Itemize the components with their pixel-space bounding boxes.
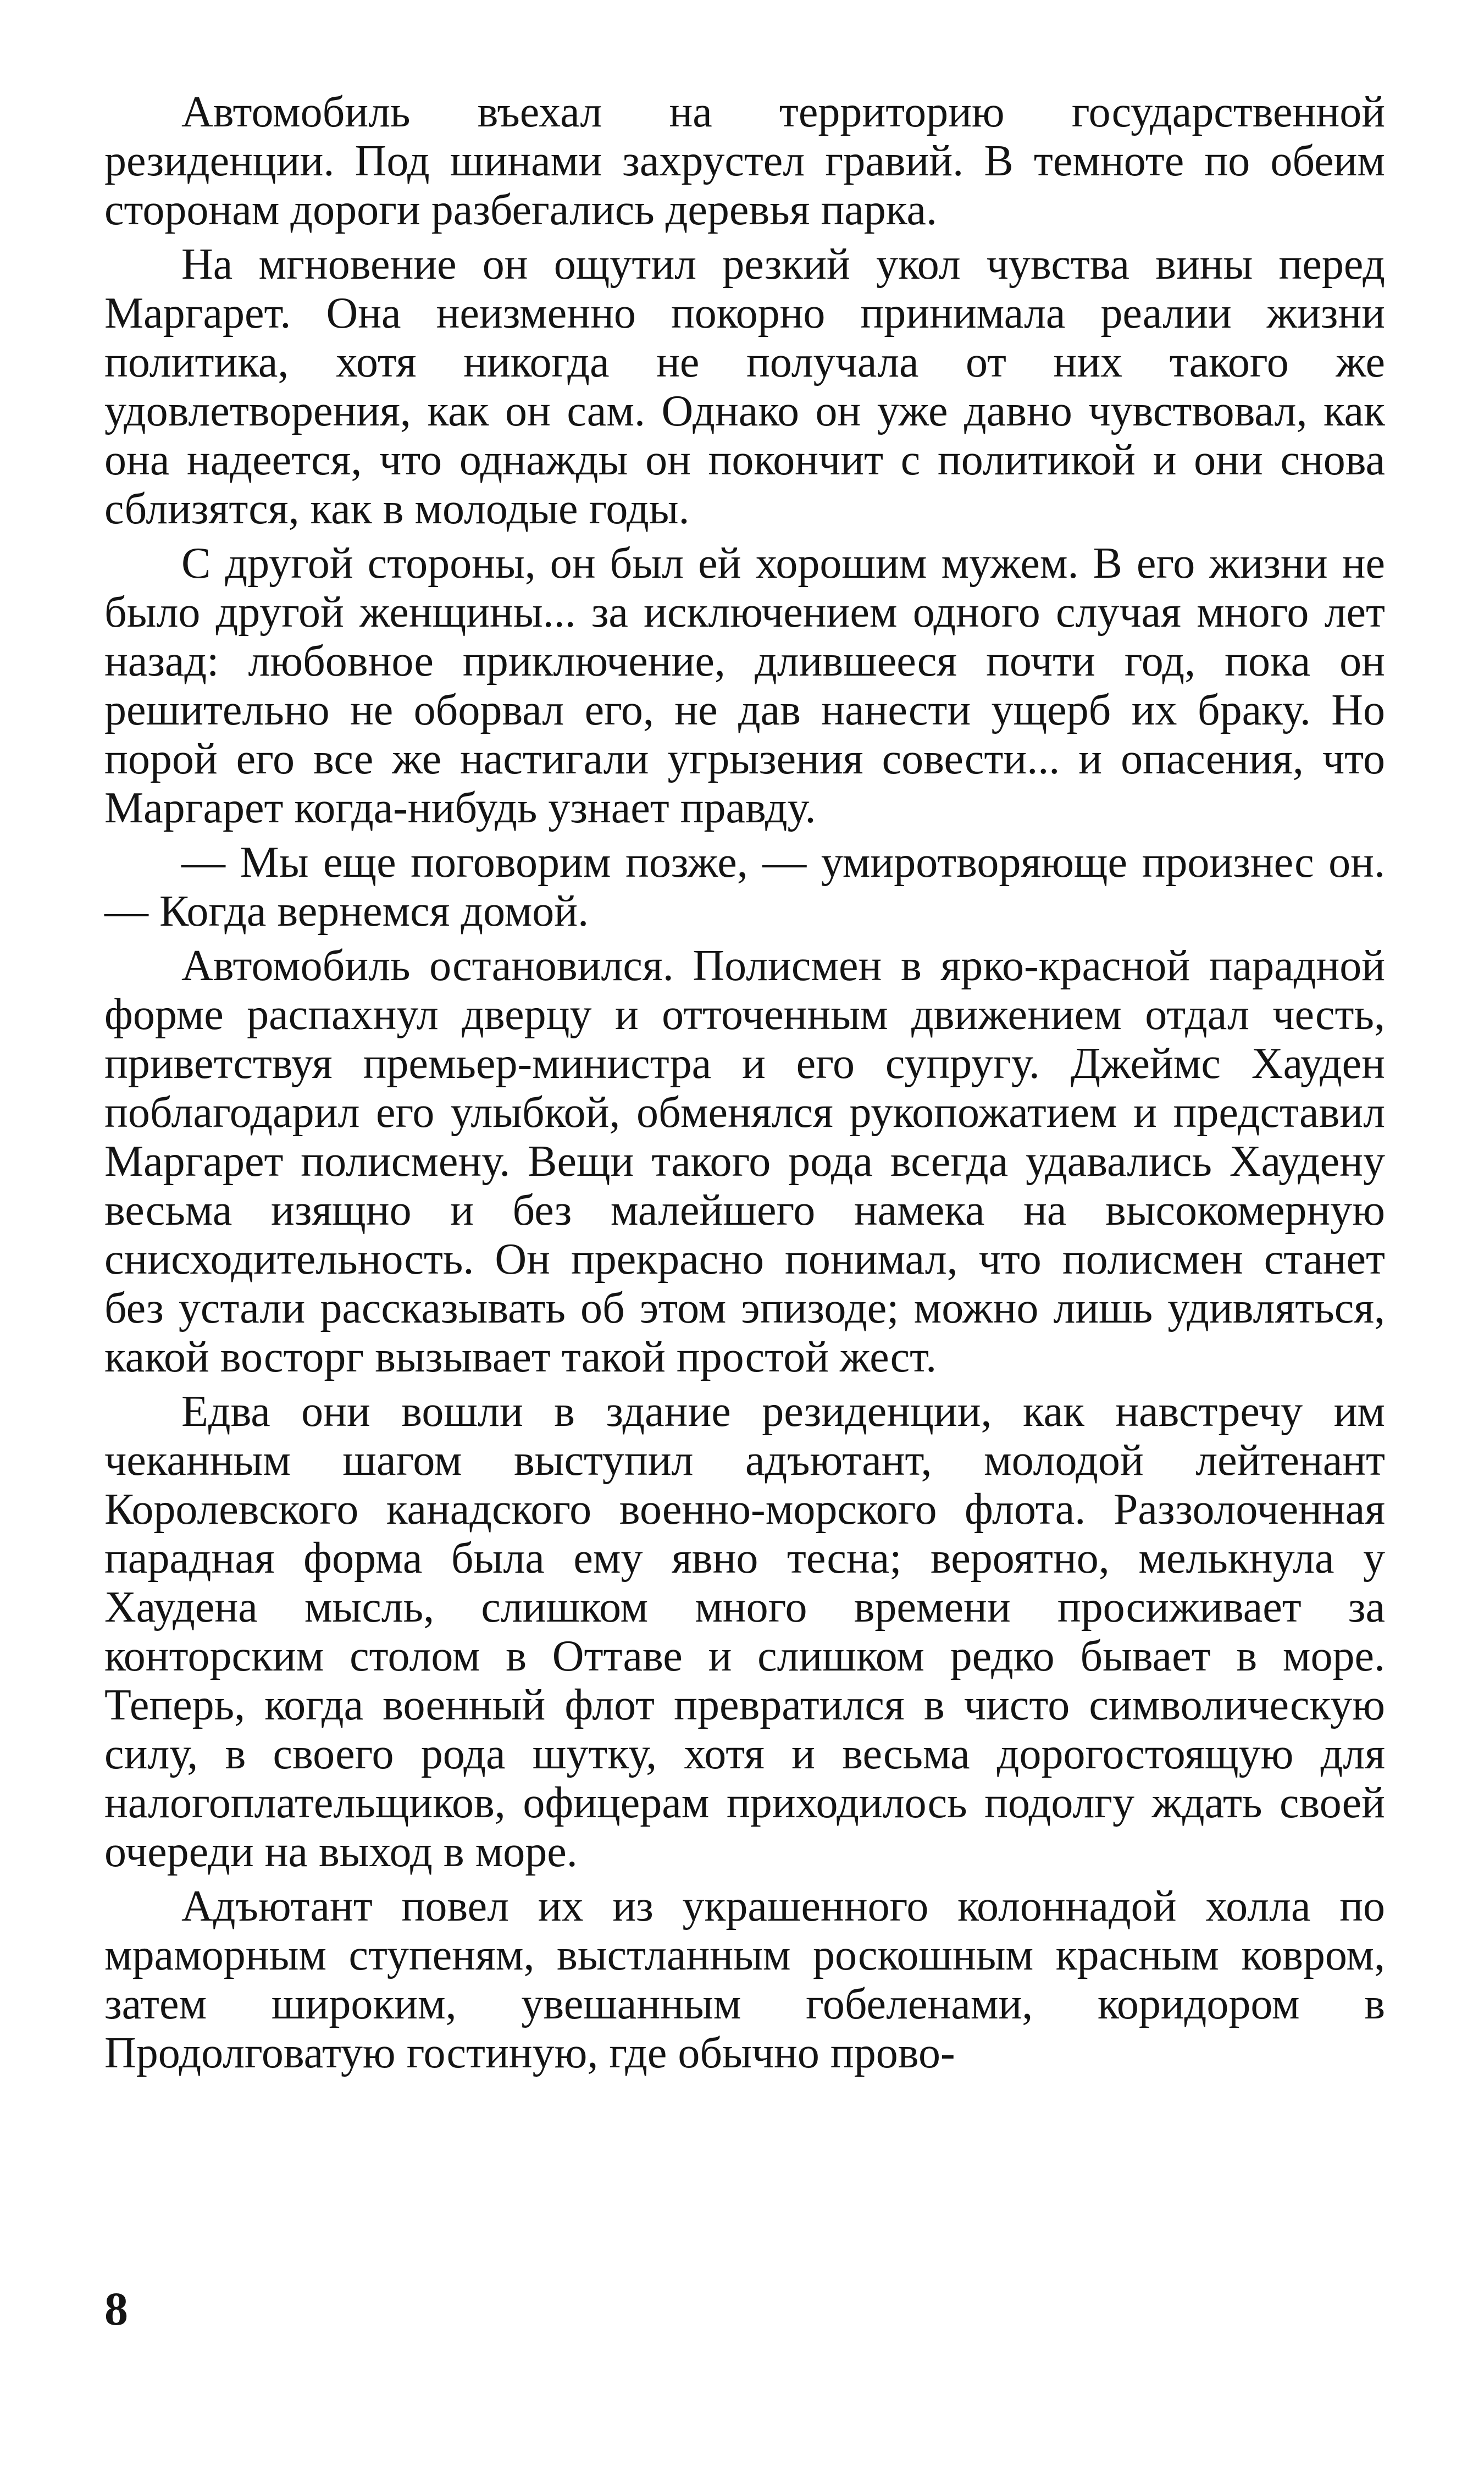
body-text <box>104 88 1385 2083</box>
paragraph-2: На мгновение он ощутил резкий укол чувства вины перед Маргарет. Она неизменно покорно принимала реалии жизни политика, хотя никогда не получала от них такого же удовлетворения, как он сам. Однако он уже давно чувствовал, как она надеется, что однажды он покончит с политикой и они снова сблизятся, как в молодые годы. <box>104 240 1385 533</box>
paragraph-1: Автомобиль въехал на территорию государственной резиденции. Под шинами захрустел гравий. В темноте по обеим сторонам дороги разбегались деревья парка. <box>104 88 1385 234</box>
paragraph-3: С другой стороны, он был ей хорошим мужем. В его жизни не было другой женщины... за исключением одного случая много лет назад: любовное приключение, длившееся почти год, пока он решительно не оборвал его, не дав нанести ущерб их браку. Но порой его все же настигали угрызения совести... и опасения, что Маргарет когда-нибудь узнает правду. <box>104 539 1385 832</box>
paragraph-5: Автомобиль остановился. Полисмен в ярко-красной парадной форме распахнул дверцу и отточенным движением отдал честь, приветствуя премьер-министра и его супругу. Джеймс Хауден поблагодарил его улыбкой, обменялся рукопожатием и представил Маргарет полисмену. Вещи такого рода всегда удавались Хаудену весьма изящно и без малейшего намека на высокомерную снисходительность. Он прекрасно понимал, что полисмен станет без устали рассказывать об этом эпизоде; можно лишь удивляться, какой восторг вызывает такой простой жест. <box>104 942 1385 1381</box>
paragraph-6: Едва они вошли в здание резиденции, как навстречу им чеканным шагом выступил адъютант, молодой лейтенант Королевского канадского военно-морского флота. Раззолоченная парадная форма была ему явно тесна; вероятно, мелькнула у Хаудена мысль, слишком много времени просиживает за конторским столом в Оттаве и слишком редко бывает в море. Теперь, когда военный флот превратился в чисто символическую силу, в своего рода шутку, хотя и весьма дорогостоящую для налогоплательщиков, офицерам приходилось подолгу ждать своей очереди на выход в море. <box>104 1387 1385 1876</box>
paragraph-4-dialogue: — Мы еще поговорим позже, — умиротворяюще произнес он. — Когда вернемся домой. <box>104 838 1385 936</box>
page-number: 8 <box>104 2282 128 2335</box>
paragraph-7: Адъютант повел их из украшенного колоннадой холла по мраморным ступеням, выстланным роскошным красным ковром, затем широким, увешанным гобеленами, коридором в Продолговатую гостиную, где обычно прово- <box>104 1882 1385 2077</box>
